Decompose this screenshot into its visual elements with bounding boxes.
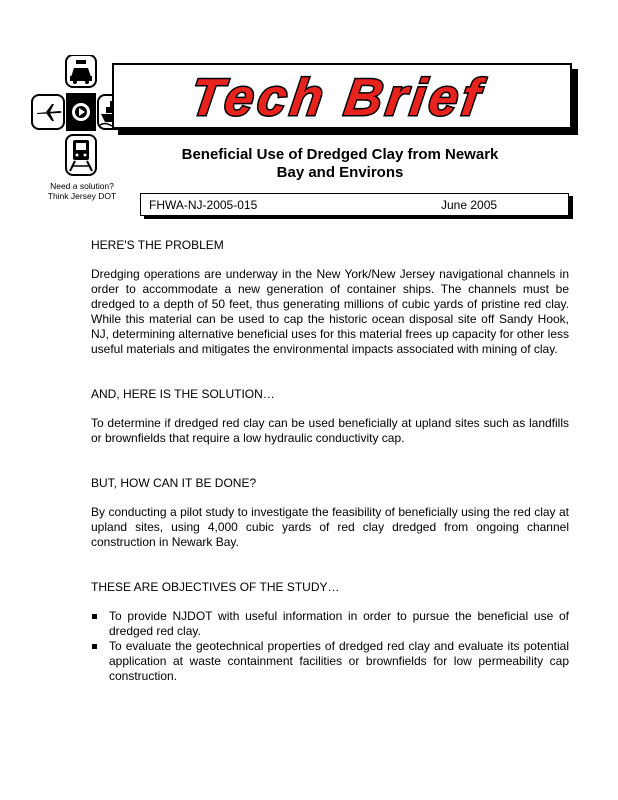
how-text: By conducting a pilot study to investigate the feasibility of beneficially using the red clay at upland sites, using 4,000 cubic yards of red clay dredged from ongoing channel construction in Newark Bay. — [91, 505, 569, 549]
tagline — [30, 181, 134, 201]
report-info-box — [140, 193, 569, 216]
bullet-icon — [92, 614, 97, 619]
how-heading: BUT, HOW CAN IT BE DONE? — [91, 476, 257, 490]
bullet-icon — [92, 644, 97, 649]
solution-text: To determine if dredged red clay can be used beneficially at upland sites such as landfills or brownfields that require a low hydraulic conductivity cap. — [91, 416, 569, 445]
nj-center-icon — [66, 93, 96, 131]
tech-brief-banner — [112, 63, 572, 129]
solution-heading: AND, HERE IS THE SOLUTION… — [91, 387, 275, 401]
problem-heading: HERE'S THE PROBLEM — [91, 238, 224, 252]
banner-title: Tech Brief — [187, 69, 488, 127]
report-number: FHWA-NJ-2005-015 — [149, 198, 258, 212]
title-line1: Beneficial Use of Dredged Clay from Newark — [181, 146, 499, 163]
tagline-line1: Need a solution? — [50, 181, 114, 191]
airplane-icon — [32, 95, 64, 129]
problem-text: Dredging operations are underway in the New York/New Jersey navigational channels in order to accommodate a new generation of container ships. The channels must be dredged to a depth of 50 feet, thus generating millions of cubic yards of pristine red clay. While this material can be used to cap the historic ocean disposal site off Sandy Hook, NJ, determining alternative beneficial uses for this material frees up capacity for other less useful materials and mitigates the environmental impacts associated with mining of clay. — [91, 267, 569, 356]
objective-item — [91, 609, 569, 639]
objective-item — [91, 639, 569, 684]
objective-text: To evaluate the geotechnical properties of dredged red clay and evaluate its potential application at waste containment facilities or brownfields for low permeability cap construction. — [109, 639, 569, 683]
tagline-line2: Think Jersey DOT — [47, 191, 117, 201]
objective-text: To provide NJDOT with useful information in order to pursue the beneficial use of dredged red clay. — [109, 609, 569, 638]
objectives-heading: THESE ARE OBJECTIVES OF THE STUDY… — [91, 580, 340, 594]
report-date: June 2005 — [441, 198, 498, 212]
document-title — [140, 146, 540, 182]
title-line2: Bay and Environs — [276, 164, 404, 181]
objectives-list — [91, 609, 569, 684]
car-icon — [66, 55, 96, 87]
train-icon — [66, 135, 96, 175]
main-content — [91, 238, 569, 684]
